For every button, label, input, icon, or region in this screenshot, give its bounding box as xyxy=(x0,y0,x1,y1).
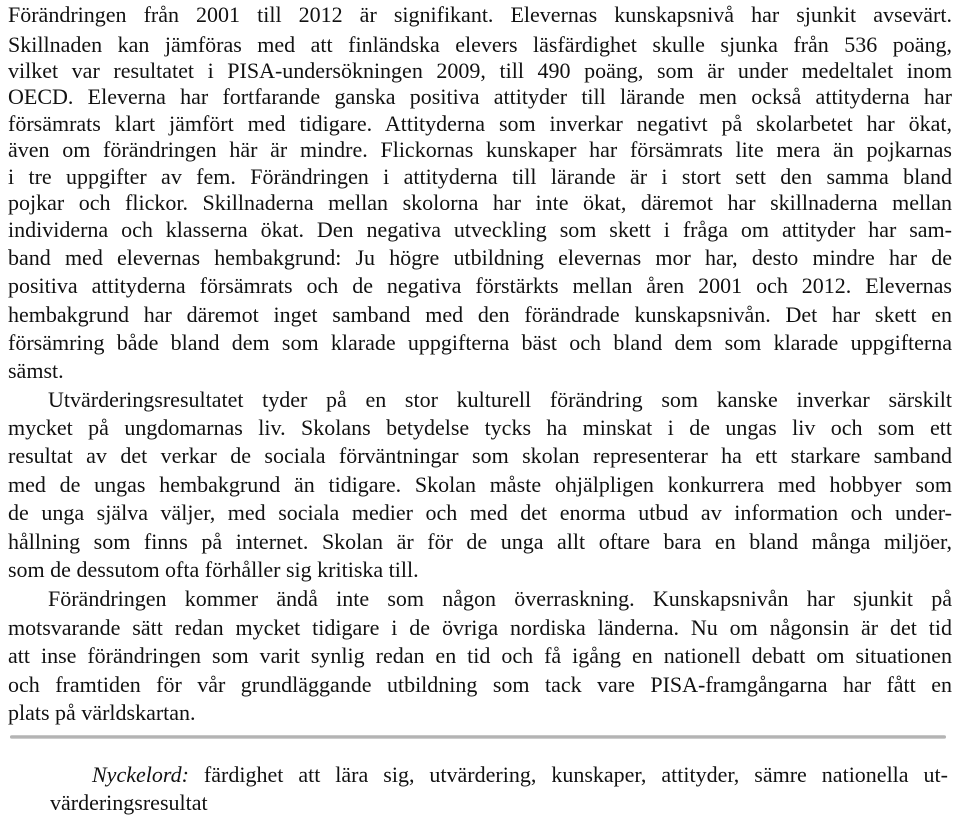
paragraph-line: individerna och klasserna ökat. Den negativa utveckling som skett i fråga om attityder har sam- xyxy=(8,217,952,242)
paragraph-line: motsvarande sätt redan mycket tidigare i de övriga nordiska länderna. Nu om någonsin är det tid xyxy=(8,615,952,640)
paragraph-line: pojkar och flickor. Skillnaderna mellan skolorna har inte ökat, däremot har skillnaderna mellan xyxy=(8,190,952,215)
paragraph-line: Förändringen från 2001 till 2012 är signifikant. Elevernas kunskapsnivå har sjunkit avsevärt. xyxy=(8,2,952,27)
paragraph-line: vilket var resultatet i PISA-undersökningen 2009, till 490 poäng, som är under medeltalet inom xyxy=(8,58,952,83)
paragraph-line: de unga själva väljer, med sociala medier och med det enorma utbud av information och under- xyxy=(8,500,952,525)
paragraph-line: Utvärderingsresultatet tyder på en stor kulturell förändring som kanske inverkar särskilt xyxy=(48,387,952,412)
paragraph-line: försämring både bland dem som klarade uppgifterna bäst och bland dem som klarade uppgifterna xyxy=(8,330,952,355)
paragraph-line: sämst. xyxy=(8,358,64,383)
section-divider xyxy=(10,735,946,739)
paragraph-line: i tre uppgifter av fem. Förändringen i attityderna till lärande är i stort sett den samma bland xyxy=(8,164,952,189)
paragraph-line: Skillnaden kan jämföras med att finländska elevers läsfärdighet skulle sjunka från 536 poäng, xyxy=(8,32,952,57)
paragraph-line: Förändringen kommer ändå inte som någon överraskning. Kunskapsnivån har sjunkit på xyxy=(48,586,952,611)
keywords-text: färdighet att lära sig, utvärdering, kunskaper, attityder, sämre nationella ut- xyxy=(188,762,948,787)
paragraph-line: mycket på ungdomarnas liv. Skolans betydelse tycks ha minskat i de ungas liv och som ett xyxy=(8,415,952,440)
paragraph-line: band med elevernas hembakgrund: Ju högre utbildning elevernas mor har, desto mindre har de xyxy=(8,245,952,270)
paragraph-line: hållning som finns på internet. Skolan är för de unga allt oftare bara en bland många miljöer, xyxy=(8,529,952,554)
keywords-line-continued: värderingsresultat xyxy=(50,790,208,815)
keywords-line xyxy=(92,762,948,788)
paragraph-line: med de ungas hembakgrund än tidigare. Skolan måste ohjälpligen konkurrera med hobbyer som xyxy=(8,472,952,497)
paragraph-line: och framtiden för vår grundläggande utbildning som tack vare PISA-framgångarna har fått en xyxy=(8,672,952,697)
paragraph-line: att inse förändringen som varit synlig redan en tid och få igång en nationell debatt om situationen xyxy=(8,643,952,668)
paragraph-line: som de dessutom ofta förhåller sig kritiska till. xyxy=(8,557,419,582)
keywords-label: Nyckelord: xyxy=(92,762,189,787)
paragraph-line: resultat av det verkar de sociala förväntningar som skolan representerar ha ett starkare samband xyxy=(8,443,952,468)
paragraph-line: även om förändringen här är mindre. Flickornas kunskaper har försämrats lite mera än pojkarnas xyxy=(8,137,952,162)
paragraph-line: hembakgrund har däremot inget samband med den förändrade kunskapsnivån. Det har skett en xyxy=(8,302,952,327)
paragraph-line: plats på världskartan. xyxy=(8,700,196,725)
paragraph-line: OECD. Eleverna har fortfarande ganska positiva attityder till lärande men också attityderna har xyxy=(8,84,952,109)
paragraph-line: försämrats klart jämfört med tidigare. Attityderna som inverkar negativt på skolarbetet har ökat, xyxy=(8,111,952,136)
paragraph-line: positiva attityderna försämrats och de negativa förstärkts mellan åren 2001 och 2012. Elevernas xyxy=(8,273,952,298)
